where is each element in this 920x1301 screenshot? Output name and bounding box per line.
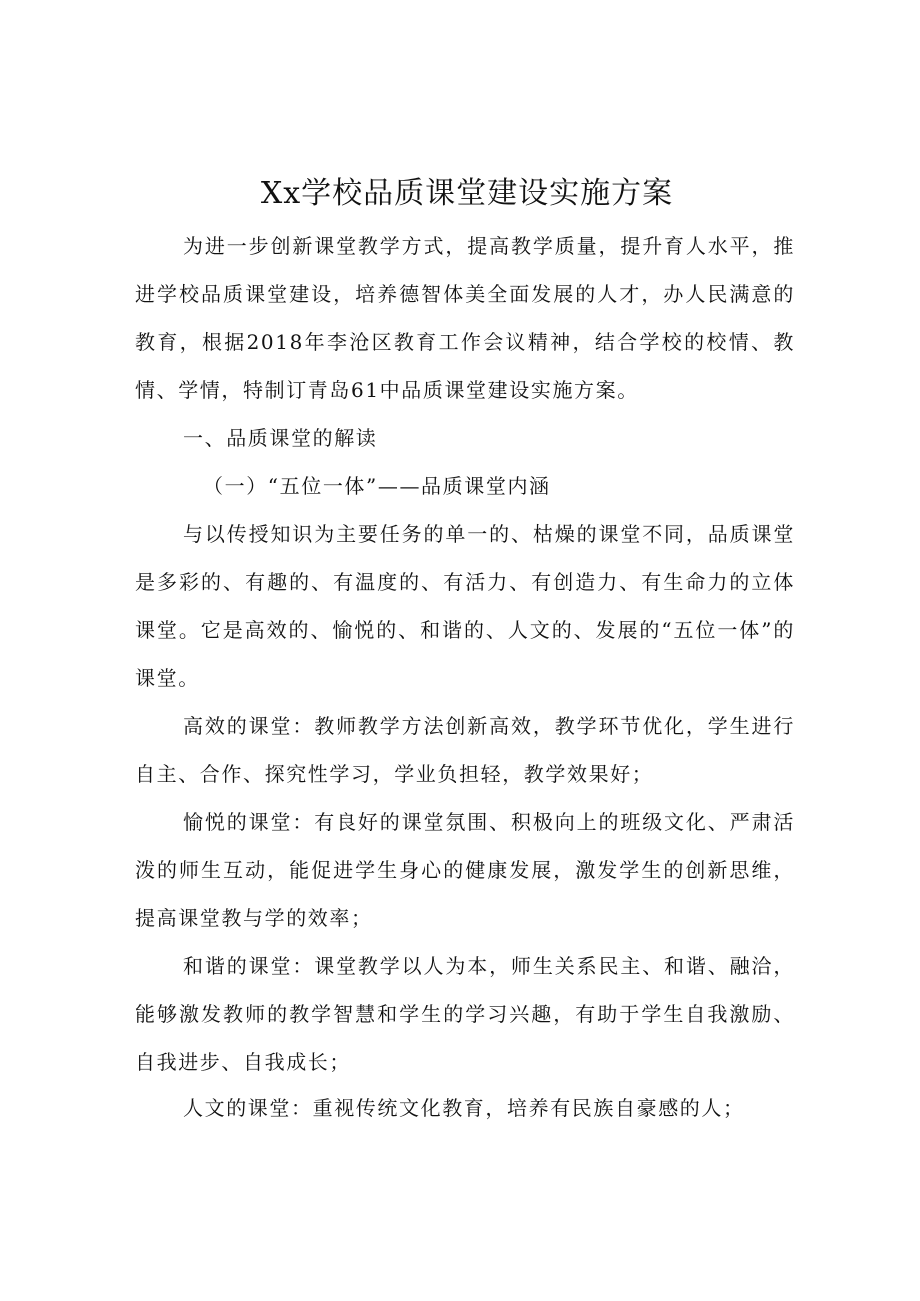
subsection-heading: （一）“五位一体”——品质课堂内涵	[203, 474, 551, 498]
efficient-classroom-paragraph: 高效的课堂：教师教学方法创新高效，教学环节优化，学生进行自主、合作、探究性学习，学业负担轻，教学效果好；	[135, 714, 795, 786]
document-title: Xx学校品质课堂建设实施方案	[260, 176, 674, 211]
intro-paragraph: 为进一步创新课堂教学方式，提高教学质量，提升育人水平，推进学校品质课堂建设，培养德智体美全面发展的人才，办人民满意的教育，根据2018年李沧区教育工作会议精神，结合学校的校情、教情、学情，特制订青岛61中品质课堂建设实施方案。	[135, 234, 795, 402]
document-body	[135, 166, 795, 1130]
joyful-classroom-paragraph: 愉悦的课堂：有良好的课堂氛围、积极向上的班级文化、严肃活泼的师生互动，能促进学生身心的健康发展，激发学生的创新思维，提高课堂教与学的效率；	[135, 810, 795, 930]
section-heading: 一、品质课堂的解读	[183, 426, 378, 450]
humanistic-classroom-paragraph: 人文的课堂：重视传统文化教育，培养有民族自豪感的人；	[183, 1096, 745, 1120]
body-paragraph: 与以传授知识为主要任务的单一的、枯燥的课堂不同，品质课堂是多彩的、有趣的、有温度的、有活力、有创造力、有生命力的立体课堂。它是高效的、愉悦的、和谐的、人文的、发展的“五位一体”的课堂。	[135, 522, 795, 690]
harmonious-classroom-paragraph: 和谐的课堂：课堂教学以人为本，师生关系民主、和谐、融洽，能够激发教师的教学智慧和学生的学习兴趣，有助于学生自我激励、自我进步、自我成长；	[135, 954, 795, 1074]
